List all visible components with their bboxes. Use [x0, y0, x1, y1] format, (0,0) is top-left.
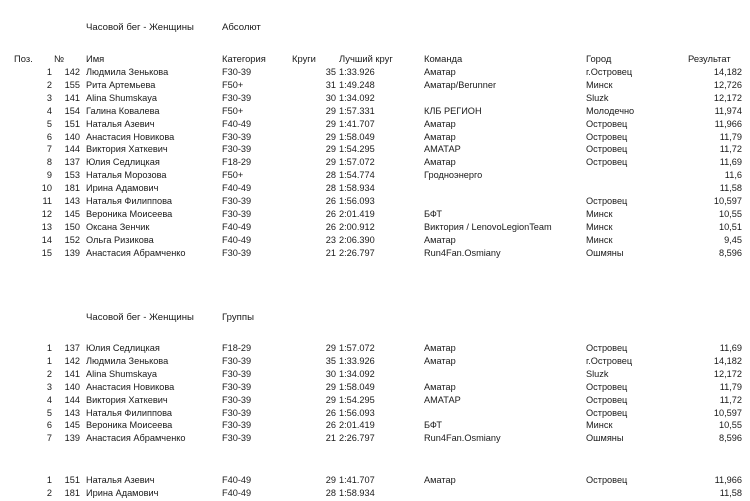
row-team: Аматар: [424, 234, 456, 245]
row-name: Рита Артемьева: [86, 79, 156, 90]
row-result: 11,79: [719, 381, 742, 392]
row-laps: 26: [325, 221, 336, 232]
row-name: Наталья Морозова: [86, 170, 167, 181]
row-position: 9: [46, 170, 52, 181]
row-name: Вероника Моисеева: [86, 420, 173, 431]
header-city: Город: [586, 53, 612, 64]
row-category: F50+: [222, 170, 244, 181]
row-laps: 35: [325, 355, 336, 366]
row-team: АМАТАР: [424, 144, 461, 155]
row-team: Аматар: [424, 131, 456, 142]
row-best-lap: 2:26.797: [339, 433, 375, 444]
table-row: [0, 355, 750, 367]
row-team: КЛБ РЕГИОН: [424, 105, 482, 116]
row-result: 10,55: [719, 208, 742, 219]
table-row: [0, 342, 750, 354]
row-category: F30-39: [222, 433, 252, 444]
row-team: АМАТАР: [424, 394, 461, 405]
row-category: F30-39: [222, 394, 252, 405]
row-team: Аматар: [424, 118, 456, 129]
row-best-lap: 1:56.093: [339, 407, 375, 418]
row-name: Юлия Седлицкая: [86, 343, 160, 353]
row-city: Sluzk: [586, 368, 609, 379]
row-laps: 26: [325, 407, 336, 418]
row-position: 4: [46, 394, 52, 405]
row-best-lap: 1:58.049: [339, 131, 375, 142]
header-team: Команда: [424, 53, 463, 64]
row-best-lap: 1:57.331: [339, 105, 375, 116]
row-laps: 31: [325, 79, 336, 90]
table-row: [0, 208, 750, 220]
row-category: F18-29: [222, 343, 252, 353]
row-city: Ошмяны: [586, 247, 624, 258]
row-category: F30-39: [222, 368, 252, 379]
row-position: 1: [46, 343, 52, 353]
row-team: БФТ: [424, 420, 443, 431]
row-position: 6: [46, 131, 52, 142]
row-best-lap: 1:54.295: [339, 394, 375, 405]
row-result: 11,69: [719, 343, 742, 353]
row-category: F30-39: [222, 196, 252, 206]
row-best-lap: 2:01.419: [339, 420, 375, 431]
row-laps: 28: [325, 183, 336, 194]
row-bib-number: 144: [64, 394, 80, 405]
row-best-lap: 2:26.797: [339, 247, 375, 258]
row-category: F50+: [222, 79, 244, 90]
row-category: F40-49: [222, 234, 252, 245]
row-result: 10,55: [719, 420, 742, 431]
row-bib-number: 143: [64, 407, 80, 418]
table-row: [0, 79, 750, 91]
table-row: [0, 394, 750, 406]
row-team: Аматар: [424, 381, 456, 392]
row-position: 2: [46, 79, 52, 90]
row-category: F30-39: [222, 381, 252, 392]
row-bib-number: 145: [64, 420, 80, 431]
row-position: 12: [41, 208, 52, 219]
row-result: 14,182: [713, 67, 742, 77]
row-best-lap: 1:41.707: [339, 475, 375, 485]
row-best-lap: 1:34.092: [339, 368, 375, 379]
table-row: [0, 131, 750, 143]
row-bib-number: 181: [64, 183, 80, 194]
row-result: 8,596: [719, 247, 742, 258]
row-category: F30-39: [222, 420, 252, 431]
row-city: Минск: [586, 221, 613, 232]
row-name: Виктория Хаткевич: [86, 394, 168, 405]
row-team: Виктория / LenovoLegionTeam: [424, 221, 552, 232]
row-result: 11,72: [719, 144, 742, 155]
row-result: 12,726: [713, 79, 742, 90]
row-name: Ирина Адамович: [86, 488, 159, 498]
table-row: [0, 118, 750, 130]
row-category: F40-49: [222, 221, 252, 232]
row-bib-number: 181: [64, 488, 80, 498]
row-name: Галина Ковалева: [86, 105, 160, 116]
row-city: Минск: [586, 420, 613, 431]
row-city: Островец: [586, 475, 628, 485]
row-team: Гродноэнерго: [424, 170, 483, 181]
row-position: 1: [46, 475, 52, 485]
row-name: Вероника Моисеева: [86, 208, 173, 219]
row-best-lap: 1:58.049: [339, 381, 375, 392]
row-position: 3: [46, 381, 52, 392]
row-laps: 28: [325, 170, 336, 181]
row-laps: 28: [325, 488, 336, 498]
row-category: F30-39: [222, 92, 252, 103]
row-name: Юлия Седлицкая: [86, 157, 160, 168]
row-bib-number: 153: [64, 170, 80, 181]
row-position: 7: [46, 433, 52, 444]
row-position: 7: [46, 144, 52, 155]
row-bib-number: 142: [64, 67, 80, 77]
row-city: Островец: [586, 394, 628, 405]
row-bib-number: 140: [64, 381, 80, 392]
row-name: Оксана Зенчик: [86, 221, 150, 232]
row-category: F30-39: [222, 144, 252, 155]
row-laps: 29: [325, 105, 336, 116]
row-city: Островец: [586, 381, 628, 392]
row-name: Анастасия Новикова: [86, 131, 175, 142]
row-name: Людмила Зенькова: [86, 67, 169, 77]
row-team: Run4Fan.Osmiany: [424, 247, 501, 258]
table-row: [0, 143, 750, 155]
table-row: [0, 156, 750, 168]
row-result: 11,974: [714, 105, 742, 116]
row-result: 11,69: [719, 157, 742, 168]
row-result: 14,182: [713, 355, 742, 366]
row-position: 14: [41, 234, 52, 245]
header-num: №: [54, 53, 65, 64]
header-best-lap: Лучший круг: [339, 53, 393, 64]
row-name: Alina Shumskaya: [86, 92, 157, 103]
row-city: Sluzk: [586, 92, 609, 103]
row-city: Островец: [586, 343, 628, 353]
row-position: 2: [46, 368, 52, 379]
row-best-lap: 1:57.072: [339, 157, 375, 168]
row-city: Островец: [586, 118, 628, 129]
section2-title: Часовой бег - Женщины: [86, 312, 194, 323]
row-best-lap: 1:58.934: [339, 183, 375, 194]
table-row: [0, 381, 750, 393]
row-bib-number: 144: [64, 144, 80, 155]
row-name: Alina Shumskaya: [86, 368, 157, 379]
row-laps: 29: [325, 343, 336, 353]
row-laps: 29: [325, 475, 336, 485]
row-bib-number: 150: [64, 221, 80, 232]
row-bib-number: 141: [64, 92, 80, 103]
row-bib-number: 139: [64, 433, 80, 444]
row-name: Анастасия Новикова: [86, 381, 175, 392]
table-row: [0, 368, 750, 380]
row-laps: 29: [325, 157, 336, 168]
table-row: [0, 105, 750, 117]
row-result: 12,172: [713, 92, 742, 103]
row-position: 3: [46, 92, 52, 103]
row-team: Аматар/Berunner: [424, 79, 497, 90]
row-category: F30-39: [222, 131, 252, 142]
table-row: [0, 221, 750, 233]
row-position: 5: [46, 118, 52, 129]
row-category: F30-39: [222, 208, 252, 219]
table-row: [0, 474, 750, 486]
row-best-lap: 1:56.093: [339, 196, 375, 206]
row-result: 11,58: [719, 488, 742, 498]
row-team: БФТ: [424, 208, 443, 219]
row-result: 11,72: [719, 394, 742, 405]
table-row: [0, 247, 750, 259]
table-row: [0, 432, 750, 444]
row-laps: 29: [325, 381, 336, 392]
row-team: Аматар: [424, 157, 456, 168]
row-laps: 29: [325, 118, 336, 129]
row-position: 1: [46, 355, 52, 366]
section1-title: Часовой бег - Женщины: [86, 22, 194, 33]
row-name: Анастасия Абрамченко: [86, 247, 186, 258]
row-result: 11,6: [724, 170, 742, 181]
row-best-lap: 1:49.248: [339, 79, 375, 90]
row-team: Аматар: [424, 67, 456, 77]
row-laps: 21: [325, 433, 336, 444]
row-result: 11,58: [719, 183, 742, 194]
row-name: Ольга Ризикова: [86, 234, 154, 245]
row-bib-number: 142: [64, 355, 80, 366]
header-result: Результат: [688, 53, 731, 64]
row-position: 4: [46, 105, 52, 116]
table-row: [0, 419, 750, 431]
row-laps: 23: [325, 234, 336, 245]
section1-subtitle: Абсолют: [222, 22, 261, 33]
row-city: г.Островец: [586, 355, 633, 366]
row-category: F18-29: [222, 157, 252, 168]
row-city: Минск: [586, 208, 613, 219]
row-position: 11: [42, 196, 52, 206]
row-category: F30-39: [222, 355, 252, 366]
row-best-lap: 1:58.934: [339, 488, 375, 498]
row-name: Людмила Зенькова: [86, 355, 169, 366]
row-laps: 29: [325, 131, 336, 142]
table-row: [0, 66, 750, 78]
table-row: [0, 92, 750, 104]
row-city: Минск: [586, 234, 613, 245]
row-bib-number: 143: [64, 196, 80, 206]
row-position: 6: [46, 420, 52, 431]
table-row: [0, 487, 750, 499]
row-city: Ошмяны: [586, 433, 624, 444]
row-best-lap: 1:54.774: [339, 170, 375, 181]
row-city: Минск: [586, 79, 613, 90]
row-result: 12,172: [713, 368, 742, 379]
row-position: 2: [46, 488, 52, 498]
row-result: 10,597: [713, 196, 742, 206]
row-laps: 29: [325, 394, 336, 405]
row-position: 8: [46, 157, 52, 168]
row-best-lap: 1:33.926: [339, 67, 375, 77]
row-name: Ирина Адамович: [86, 183, 159, 194]
table-row: [0, 182, 750, 194]
row-bib-number: 140: [64, 131, 80, 142]
row-category: F40-49: [222, 475, 252, 485]
row-laps: 26: [325, 208, 336, 219]
table-row: [0, 407, 750, 419]
row-team: Аматар: [424, 343, 456, 353]
row-best-lap: 1:57.072: [339, 343, 375, 353]
header-pos: Поз.: [14, 53, 33, 64]
header-name: Имя: [86, 53, 105, 64]
row-position: 15: [41, 247, 52, 258]
row-category: F40-49: [222, 488, 252, 498]
row-city: г.Островец: [586, 67, 633, 77]
row-bib-number: 151: [64, 118, 80, 129]
row-city: Островец: [586, 157, 628, 168]
row-position: 13: [41, 221, 52, 232]
row-best-lap: 2:00.912: [339, 221, 375, 232]
row-laps: 29: [325, 144, 336, 155]
row-city: Островец: [586, 144, 628, 155]
row-name: Наталья Азевич: [86, 118, 155, 129]
table-row: [0, 234, 750, 246]
row-bib-number: 137: [64, 157, 80, 168]
row-bib-number: 145: [64, 208, 80, 219]
row-position: 1: [46, 67, 52, 77]
header-laps: Круги: [292, 53, 316, 64]
row-category: F30-39: [222, 67, 252, 77]
table-row: [0, 195, 750, 207]
row-laps: 26: [325, 420, 336, 431]
row-position: 5: [46, 407, 52, 418]
row-name: Виктория Хаткевич: [86, 144, 168, 155]
row-category: F40-49: [222, 183, 252, 194]
row-best-lap: 1:54.295: [339, 144, 375, 155]
row-team: Run4Fan.Osmiany: [424, 433, 501, 444]
row-name: Анастасия Абрамченко: [86, 433, 186, 444]
section2-subtitle: Группы: [222, 312, 254, 323]
row-name: Наталья Филиппова: [86, 196, 172, 206]
table-row: [0, 169, 750, 181]
header-category: Категория: [222, 53, 266, 64]
row-bib-number: 141: [64, 368, 80, 379]
row-city: Островец: [586, 196, 628, 206]
row-bib-number: 137: [64, 343, 80, 353]
row-result: 11,79: [719, 131, 742, 142]
row-bib-number: 151: [64, 475, 80, 485]
row-result: 10,597: [713, 407, 742, 418]
row-position: 10: [41, 183, 52, 194]
row-result: 11,966: [714, 475, 742, 485]
row-name: Наталья Азевич: [86, 475, 155, 485]
row-city: Островец: [586, 407, 628, 418]
row-bib-number: 152: [64, 234, 80, 245]
row-best-lap: 1:33.926: [339, 355, 375, 366]
row-category: F30-39: [222, 247, 252, 258]
row-laps: 21: [325, 247, 336, 258]
row-result: 11,966: [714, 118, 742, 129]
row-best-lap: 1:41.707: [339, 118, 375, 129]
row-team: Аматар: [424, 355, 456, 366]
row-city: Островец: [586, 131, 628, 142]
row-result: 8,596: [719, 433, 742, 444]
row-team: Аматар: [424, 475, 456, 485]
row-laps: 35: [325, 67, 336, 77]
row-bib-number: 154: [64, 105, 80, 116]
row-laps: 30: [325, 92, 336, 103]
row-category: F40-49: [222, 118, 252, 129]
row-result: 10,51: [719, 221, 742, 232]
row-best-lap: 2:06.390: [339, 234, 375, 245]
row-best-lap: 2:01.419: [339, 208, 375, 219]
row-result: 9,45: [724, 234, 742, 245]
row-laps: 26: [325, 196, 336, 206]
row-bib-number: 155: [64, 79, 80, 90]
row-category: F30-39: [222, 407, 252, 418]
row-best-lap: 1:34.092: [339, 92, 375, 103]
row-laps: 30: [325, 368, 336, 379]
row-bib-number: 139: [64, 247, 80, 258]
row-name: Наталья Филиппова: [86, 407, 172, 418]
row-category: F50+: [222, 105, 244, 116]
row-city: Молодечно: [586, 105, 635, 116]
